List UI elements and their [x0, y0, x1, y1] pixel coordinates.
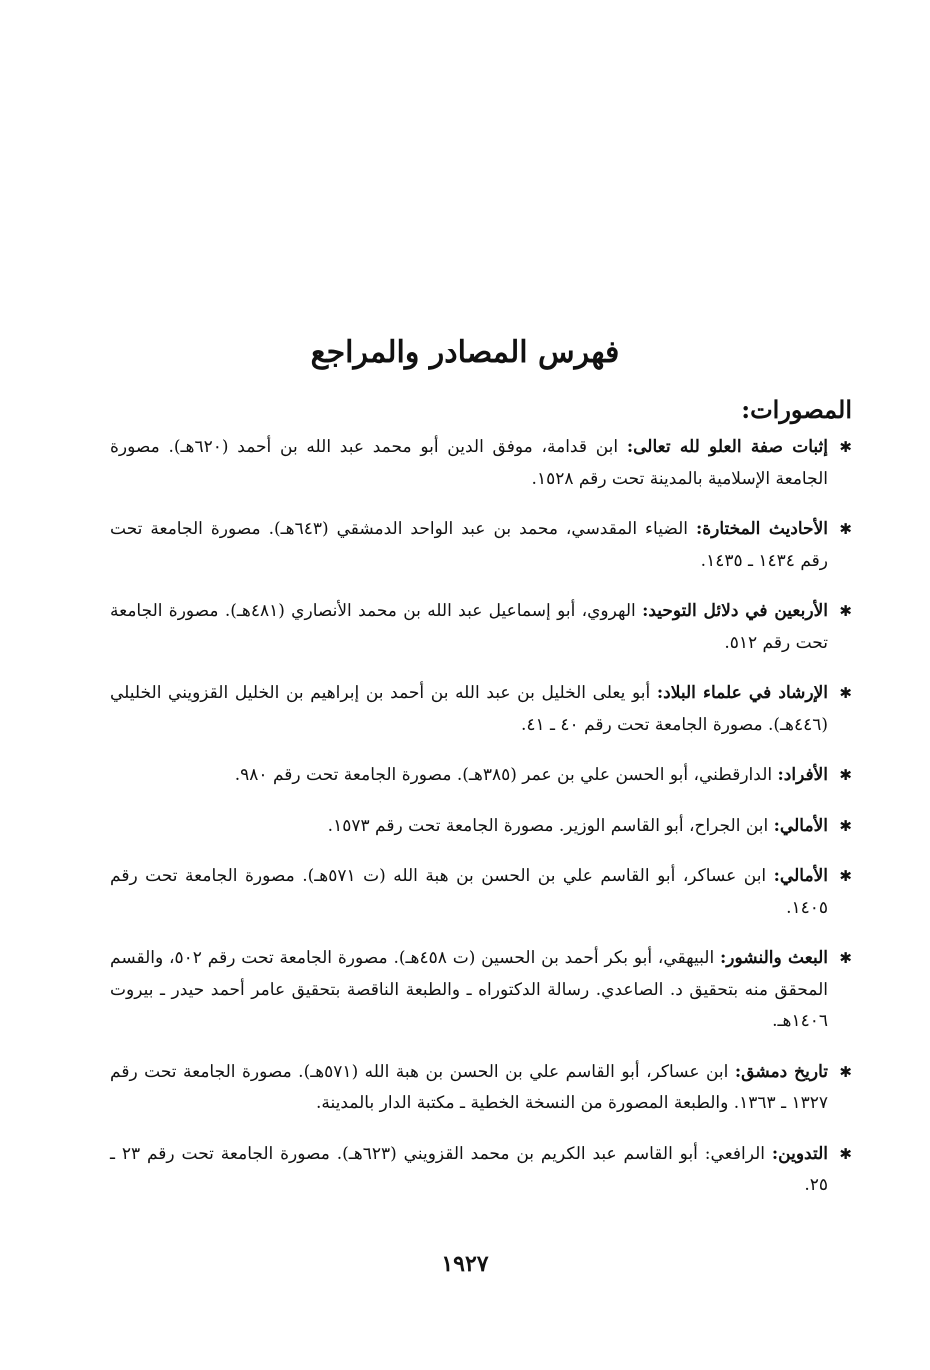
asterisk-bullet-icon: ✱: [839, 438, 852, 456]
entry-label: البعث والنشور:: [720, 948, 828, 968]
page-title: فهرس المصادر والمراجع: [310, 335, 620, 370]
entry-label: الإرشاد في علماء البلاد:: [656, 683, 828, 703]
asterisk-bullet-icon: ✱: [839, 867, 852, 885]
entry-label: الأربعين في دلائل التوحيد:: [642, 601, 828, 621]
entry-label: التدوين:: [771, 1143, 829, 1164]
asterisk-bullet-icon: ✱: [839, 684, 852, 702]
list-item: [110, 514, 852, 577]
entry-label: إثبات صفة العلو لله تعالى:: [626, 437, 828, 457]
asterisk-bullet-icon: ✱: [839, 1062, 852, 1081]
list-item: [110, 760, 852, 792]
list-item: [110, 678, 852, 741]
entry-text: ابن عساكر، أبو القاسم علي بن الحسن بن هبة الله (٥٧١هـ). مصورة الجامعة تحت رقم ١٣٢٧ ـ ١٣٦٣. والطبعة المصورة من النسخة الخطية ـ مكتبة الدار بالمدينة.: [110, 1061, 828, 1113]
list-item: [110, 811, 852, 843]
entry-label: الأمالي:: [773, 815, 828, 836]
entry-label: الأمالي:: [773, 866, 828, 886]
asterisk-bullet-icon: ✱: [839, 520, 852, 538]
asterisk-bullet-icon: ✱: [839, 1144, 852, 1163]
entry-text: الرافعي: أبو القاسم عبد الكريم بن محمد القزويني (٦٢٣هـ). مصورة الجامعة تحت رقم ٢٣ ـ ٢٥.: [110, 1143, 828, 1195]
page-number: ١٩٢٧: [441, 1251, 489, 1277]
entry-label: تاريخ دمشق:: [734, 1061, 828, 1082]
list-item: [110, 596, 852, 659]
asterisk-bullet-icon: ✱: [839, 816, 852, 835]
entry-text: أبو يعلى الخليل بن عبد الله بن أحمد بن إبراهيم بن الخليل القزويني الخليلي (٤٤٦هـ). مصورة الجامعة تحت رقم ٤٠ ـ ٤١.: [110, 683, 828, 735]
entry-text: الدارقطني، أبو الحسن علي بن عمر (٣٨٥هـ). مصورة الجامعة تحت رقم ٩٨٠.: [234, 765, 778, 785]
section-heading: المصورات:: [741, 395, 852, 424]
entry-text: البيهقي، أبو بكر أحمد بن الحسين (ت ٤٥٨هـ). مصورة الجامعة تحت رقم ٥٠٢، والقسم المحقق منه بتحقيق د. الصاعدي. رسالة الدكتوراه ـ والطبعة الناقصة بتحقيق عامر أحمد حيدر ـ بيروت ١٤٠٦هـ.: [110, 948, 828, 1031]
asterisk-bullet-icon: ✱: [839, 602, 852, 620]
list-item: [110, 1057, 852, 1120]
entries-list: [110, 432, 852, 1221]
list-item: [110, 1139, 852, 1202]
list-item: [110, 943, 852, 1038]
entry-label: الأفراد:: [777, 765, 828, 785]
list-item: [110, 861, 852, 924]
entry-text: الضياء المقدسي، محمد بن عبد الواحد الدمشقي (٦٤٣هـ). مصورة الجامعة تحت رقم ١٤٣٤ ـ ١٤٣٥.: [110, 519, 828, 571]
entry-text: الهروي، أبو إسماعيل عبد الله بن محمد الأنصاري (٤٨١هـ). مصورة الجامعة تحت رقم ٥١٢.: [110, 601, 828, 653]
list-item: [110, 432, 852, 495]
entry-text: ابن الجراح، أبو القاسم الوزير. مصورة الجامعة تحت رقم ١٥٧٣.: [327, 815, 774, 836]
entry-text: ابن عساكر، أبو القاسم علي بن الحسن بن هبة الله (ت ٥٧١هـ). مصورة الجامعة تحت رقم ١٤٠٥.: [110, 866, 828, 918]
entry-label: الأحاديث المختارة:: [695, 519, 828, 539]
entry-text: ابن قدامة، موفق الدين أبو محمد عبد الله بن أحمد (٦٢٠هـ). مصورة الجامعة الإسلامية بالمدينة تحت رقم ١٥٢٨.: [110, 437, 828, 489]
asterisk-bullet-icon: ✱: [839, 949, 852, 967]
asterisk-bullet-icon: ✱: [839, 766, 852, 784]
